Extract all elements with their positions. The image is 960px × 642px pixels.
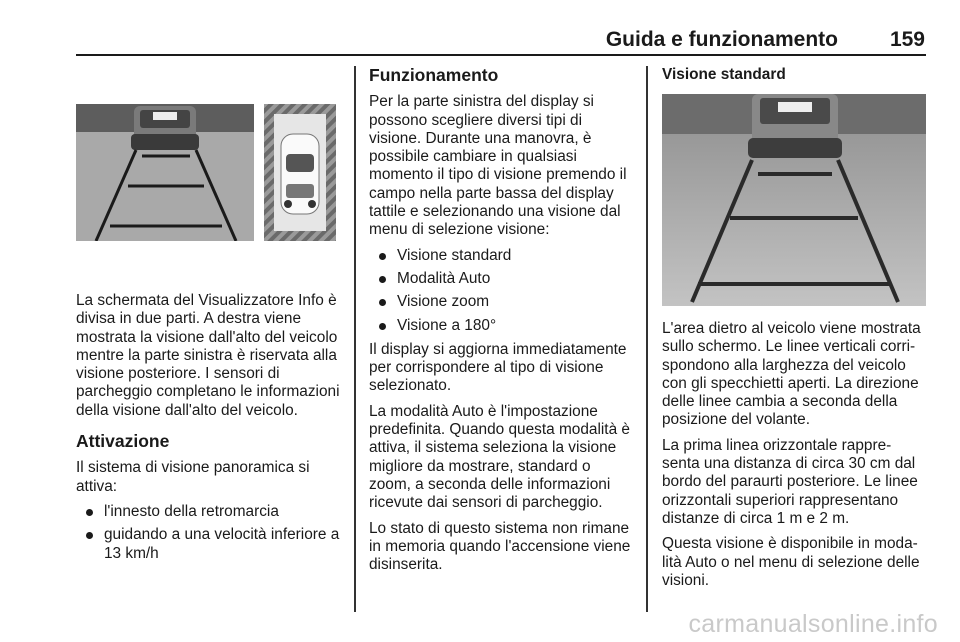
section-heading-funzionamento: Funzionamento	[369, 65, 499, 85]
paragraph: L'area dietro al veicolo viene mostrata sullo schermo. Le linee verticali corri- spondono alla larghezza del veicolo con gli specchietti aperti. La direzione delle linee cambia a seconda della posizione del volante.	[662, 320, 921, 429]
paragraph: Il display si aggiorna immediatamente per corrispondere al tipo di visione selezionato.	[369, 340, 627, 395]
list-item: Modalità Auto	[369, 270, 635, 288]
header-rule	[76, 54, 926, 56]
middle-column	[369, 66, 635, 581]
column-divider-left	[354, 66, 356, 612]
running-header-title: Guida e funzionamento	[605, 28, 838, 51]
standard-view-figure	[662, 94, 926, 306]
list-item: guidando a una velocità inferiore a 13 km/h	[76, 526, 340, 563]
figure-caption: La schermata del Visualizzatore Info è divisa in due parti. A destra viene mostrata la visione dall'alto del veicolo mentre la parte sinistra è riservata alla visione posteriore. I sensori di parcheggio completano le informazioni della visione dall'alto del veicolo.	[76, 292, 340, 419]
standard-view-illustration	[662, 94, 926, 306]
rear-camera-split-figure	[76, 104, 336, 241]
paragraph: Per la parte sinistra del display si possono scegliere diversi tipi di visione. Durante una manovra, è possibile cambiare in qualsiasi momento il tipo di visione premendo il campo nella parte bassa del display tattile e selezionando una visione dal menu di selezione visione:	[369, 93, 627, 239]
view-types-list	[369, 247, 635, 335]
list-item: l'innesto della retromarcia	[76, 503, 340, 521]
activation-intro: Il sistema di visione panoramica si attiva:	[76, 459, 310, 495]
left-column	[76, 292, 340, 569]
activation-list	[76, 503, 340, 563]
right-column-body	[662, 320, 928, 597]
list-item: Visione standard	[369, 247, 635, 265]
split-view-illustration	[76, 104, 336, 241]
list-item: Visione zoom	[369, 293, 635, 311]
paragraph: Questa visione è disponibile in moda- lità Auto o nel menu di selezione delle visioni.	[662, 535, 920, 589]
paragraph: Lo stato di questo sistema non rimane in memoria quando l'accensione viene disinserita.	[369, 519, 631, 574]
watermark: carmanualsonline.info	[688, 610, 938, 638]
section-heading-visione-standard: Visione standard	[662, 66, 786, 83]
paragraph: La prima linea orizzontale rappre- senta una distanza di circa 30 cm dal bordo del paraurti posteriore. Le linee orizzontali superiori rappresentano distanze di circa 1 m e 2 m.	[662, 436, 918, 527]
page-number: 159	[889, 28, 925, 51]
right-column	[662, 66, 928, 88]
section-heading-attivazione: Attivazione	[76, 431, 170, 452]
paragraph: La modalità Auto è l'impostazione predefinita. Quando questa modalità è attiva, il sistema seleziona la visione migliore da mostrare, standard o zoom, a seconda delle informazioni ricevute dai sensori di parcheggio.	[369, 402, 630, 512]
column-divider-right	[646, 66, 648, 612]
list-item: Visione a 180°	[369, 317, 635, 335]
